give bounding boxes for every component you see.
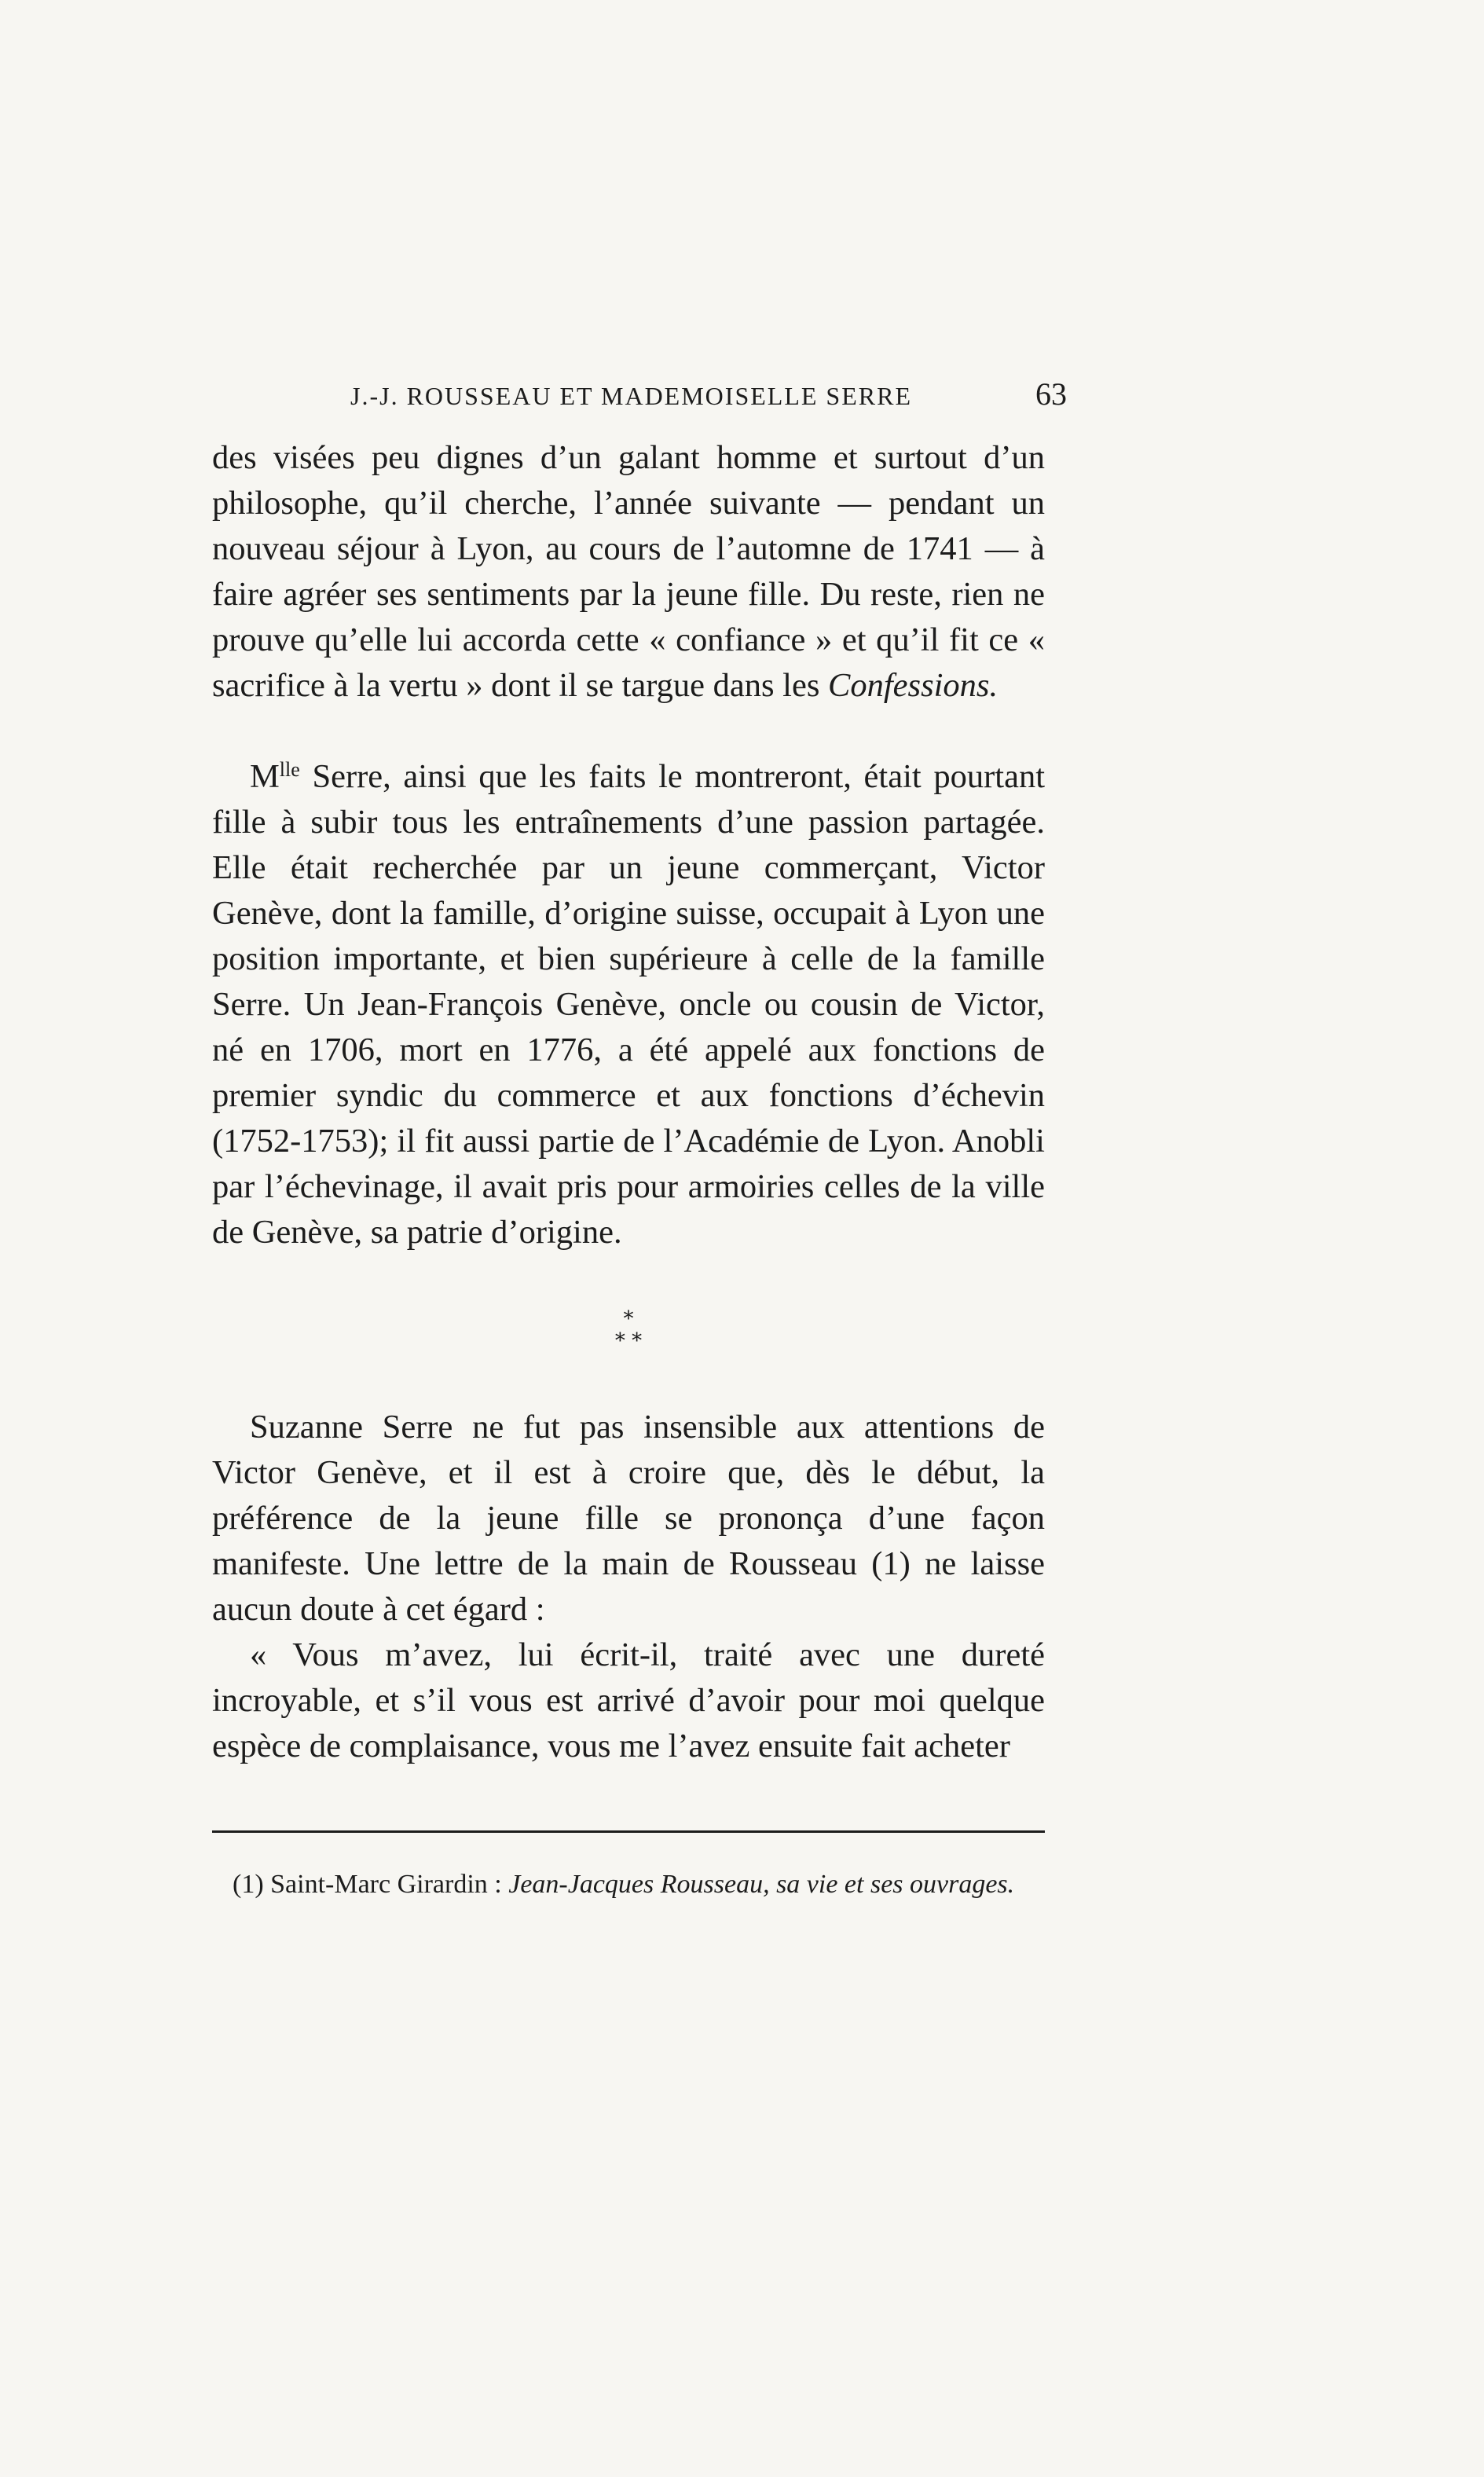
footnote-rule xyxy=(212,1830,1045,1833)
page-number: 63 xyxy=(1035,376,1067,412)
paragraph-serre-genève xyxy=(212,754,1045,1255)
abbreviation-mademoiselle: M xyxy=(250,758,280,795)
paragraph-continuation xyxy=(212,435,1045,709)
paragraph-text: des visées peu dignes d’un galant homme et surtout d’un philosophe, qu’il cherche, l’année suivante — pendant un nouveau séjour à Lyon, au cours de l’automne de 1741 — à faire agréer ses sentiments par la jeune fille. Du reste, rien ne prouve qu’elle lui accorda cette « confiance » et qu’il fit ce « sacrifice à la vertu » dont il se targue dans les xyxy=(212,439,1045,704)
footnote-marker: (1) Saint-Marc Girardin : xyxy=(233,1870,509,1899)
book-title-confessions: Confessions. xyxy=(828,667,998,704)
paragraph-suzanne-serre xyxy=(212,1405,1045,1632)
footnote-work-title: Jean-Jacques Rousseau, sa vie et ses ouvrages. xyxy=(508,1870,1015,1899)
paragraph-text: Serre, ainsi que les faits le montreront, était pourtant fille à subir tous les entraînements d’une passion partagée. Elle était recherchée par un jeune commerçant, Victor Genève, dont la famille, d’origine suisse, occupait à Lyon une position importante, et bien supérieure à celle de la famille Serre. Un Jean-François Genève, oncle ou cousin de Victor, né en 1706, mort en 1776, a été appelé aux fonctions de premier syndic du commerce et aux fonctions d’échevin (1752-1753); il fit aussi partie de l’Académie de Lyon. Anobli par l’échevinage, il avait pris pour armoiries celles de la ville de Genève, sa patrie d’origine. xyxy=(212,758,1045,1251)
abbreviation-superscript: lle xyxy=(279,758,300,781)
footnote xyxy=(233,1870,1050,1900)
running-title: J.-J. ROUSSEAU ET MADEMOISELLE SERRE xyxy=(350,382,912,410)
paragraph-text: « Vous m’avez, lui écrit-il, traité avec une dureté incroyable, et s’il vous est arrivé d’avoir pour moi quelque espèce de complaisance, vous me l’avez ensuite fait acheter xyxy=(212,1636,1045,1764)
asterism-top: * xyxy=(623,1307,634,1331)
asterism-bottom: * * xyxy=(614,1329,643,1353)
section-break-asterism xyxy=(581,1308,676,1352)
paragraph-letter-quote xyxy=(212,1632,1045,1769)
paragraph-text: Suzanne Serre ne fut pas insensible aux attentions de Victor Genève, et il est à croire que, dès le début, la préférence de la jeune fille se prononça d’une façon manifeste. Une lettre de la main de Rousseau (1) ne laisse aucun doute à cet égard : xyxy=(212,1409,1045,1628)
running-head xyxy=(212,376,1068,423)
